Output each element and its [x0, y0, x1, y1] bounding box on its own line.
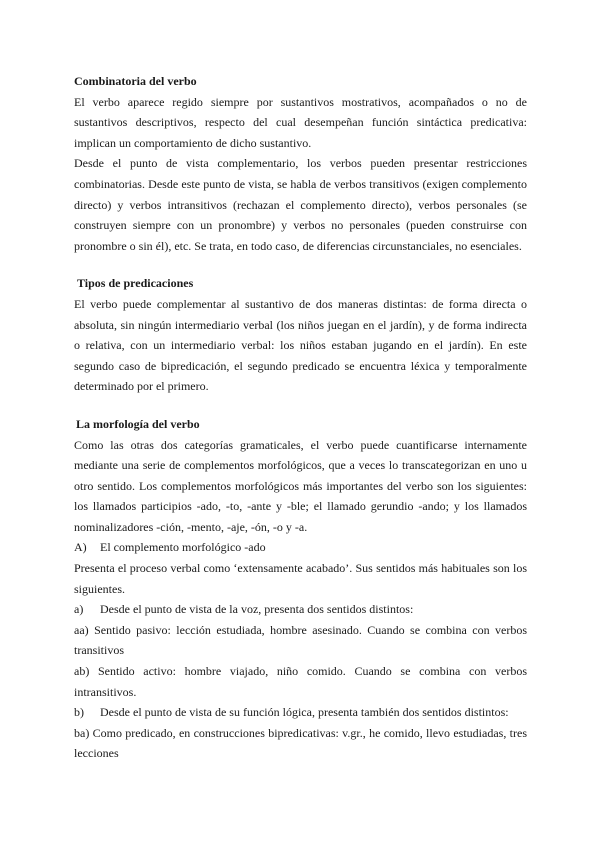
paragraph: Desde el punto de vista complementario, los verbos pueden presentar restricciones combinatorias. Desde este punto de vista, se habla de verbos transitivos (exigen complemento directo) y verbos intransitivos (rechazan el complemento directo), verbos personales (se construyen siempre con un pronombre) y verbos no personales (pueden construirse con pronombre o sin él), etc. Se trata, en todo caso, de diferencias circunstanciales, no esenciales.: [74, 156, 527, 253]
list-text: Desde el punto de vista de la voz, presenta dos sentidos distintos:: [100, 602, 414, 617]
list-item-a: [74, 599, 527, 620]
list-text: Desde el punto de vista de su función lógica, presenta también dos sentidos distintos:: [100, 705, 509, 720]
list-label: a): [74, 602, 84, 617]
paragraph: Como las otras dos categorías gramaticales, el verbo puede cuantificarse internamente mediante una serie de complementos morfológicos, que a veces lo transcategorizan en uno u otro sentido. Los complementos morfológicos más importantes del verbo son los siguientes: los llamados participios -ado, -to, -ante y -ble; el llamado gerundio -ando; y los llamados nominalizadores -ción, -mento, -aje, -ón, -o y -a.: [74, 437, 527, 534]
list-item-b: [74, 702, 527, 723]
list-item-A: [74, 537, 527, 558]
list-text: El complemento morfológico -ado: [100, 540, 266, 555]
heading-combinatoria: Combinatoria del verbo: [74, 74, 197, 88]
document-body: [74, 71, 527, 764]
paragraph-aa: aa) Sentido pasivo: lección estudiada, hombre asesinado. Cuando se combina con verbos transitivos: [74, 622, 527, 658]
list-label: b): [74, 705, 84, 720]
paragraph-ab: ab) Sentido activo: hombre viajado, niño comido. Cuando se combina con verbos intransitivos.: [74, 664, 527, 699]
heading-morfologia: La morfología del verbo: [76, 416, 200, 431]
paragraph: Presenta el proceso verbal como ‘extensamente acabado’. Sus sentidos más habituales son los siguientes.: [74, 561, 527, 596]
paragraph: El verbo aparece regido siempre por sustantivos mostrativos, acompañados o no de sustantivos descriptivos, respecto del cual desempeñan función sintáctica predicativa: implican un comportamiento de dicho sustantivo.: [74, 94, 527, 150]
paragraph: El verbo puede complementar al sustantivo de dos maneras distintas: de forma directa o absoluta, sin ningún intermediario verbal (los niños juegan en el jardín), y de forma indirecta o relativa, con un intermediario verbal: los niños estaban jugando en el jardín). En este segundo caso de bipredicación, el segundo predicado se encuentra léxica y temporalmente determinado por el primero.: [74, 296, 527, 394]
heading-tipos-predicaciones: Tipos de predicaciones: [77, 276, 194, 291]
paragraph-ba: ba) Como predicado, en construcciones bipredicativas: v.gr., he comido, llevo estudiadas, tres lecciones: [74, 725, 527, 761]
list-label: A): [74, 540, 87, 555]
